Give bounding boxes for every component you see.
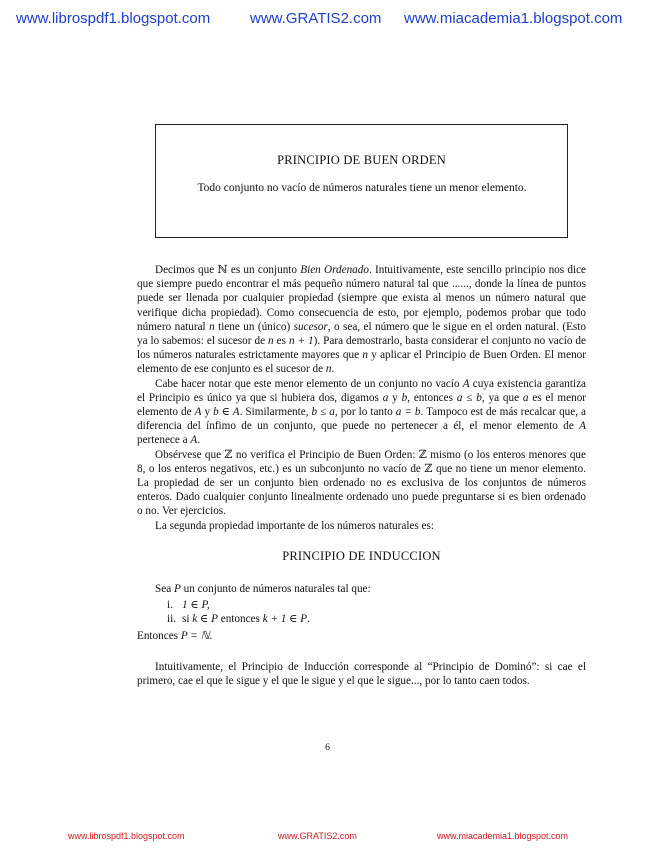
paragraph-segunda-propiedad: La segunda propiedad importante de los números naturales es: (155, 519, 434, 532)
page-number: 6 (325, 743, 330, 753)
theorem-title: PRINCIPIO DE BUEN ORDEN (277, 153, 446, 167)
bottom-link-miacademia[interactable]: www.miacademia1.blogspot.com (437, 831, 569, 841)
induction-conclusion: Entonces P = ℕ. (137, 629, 213, 642)
top-link-miacademia[interactable]: www.miacademia1.blogspot.com (404, 10, 623, 27)
induction-title: PRINCIPIO DE INDUCCION (282, 548, 441, 563)
bottom-link-gratis2[interactable]: www.GRATIS2.com (278, 831, 357, 841)
induction-conditions (137, 598, 586, 626)
top-banner (0, 10, 655, 32)
paragraph-domino: Intuitivamente, el Principio de Inducción corresponde al “Principio de Dominó”: si cae el primero, cae el que le sigue y el que le sigue y el que le sigue..., por lo tanto caen todos. (137, 660, 586, 688)
top-link-librospdf[interactable]: www.librospdf1.blogspot.com (16, 10, 211, 27)
theorem-statement: Todo conjunto no vacío de números naturales tiene un menor elemento. (197, 182, 527, 194)
condition-item: ii. si k ∈ P entonces k + 1 ∈ P. (167, 613, 310, 626)
bottom-link-librospdf[interactable]: www.librospdf1.blogspot.com (68, 831, 185, 841)
condition-item: i. 1 ∈ P, (167, 599, 210, 612)
paragraph-bien-ordenado: Decimos que ℕ es un conjunto Bien Ordenado. Intuitivamente, este sencillo principio nos dice que siempre puedo encontrar el más pequeño número natural tal que ......, donde la línea de puntos puede ser llenada por cualquier propiedad (siempre que exista al menos un número natural que verifique dicha propiedad). Como consecuencia de esto, por ejemplo, podemos probar que todo número natural n tiene un (único) sucesor, o sea, el número que le sigue en el orden natural. (Esto ya lo sabemos: el sucesor de n es n + 1). Para demostrarlo, basta considerar el conjunto no vacío de los números naturales estrictamente mayores que n y aplicar el Principio de Buen Orden. El menor elemento de ese conjunto es el sucesor de n. (137, 264, 587, 376)
main-content (137, 263, 586, 688)
induction-intro: Sea P un conjunto de números naturales tal que: (155, 583, 371, 596)
top-link-gratis2[interactable]: www.GRATIS2.com (250, 10, 382, 27)
theorem-box-buen-orden (155, 124, 568, 238)
paragraph-unicidad: Cabe hacer notar que este menor elemento de un conjunto no vacío A cuya existencia garantiza el Principio es único ya que si hubiera dos, digamos a y b, entonces a ≤ b, ya que a es el menor elemento de A y b ∈ A. Similarmente, b ≤ a, por lo tanto a = b. Tampoco est de más recalcar que, a diferencia del ínfimo de un conjunto, que puede no pertenecer a él, el menor elemento de A pertenece a A. (137, 377, 587, 447)
bottom-banner (0, 831, 655, 845)
paragraph-enteros: Obsérvese que ℤ no verifica el Principio de Buen Orden: ℤ mismo (o los enteros menores que 8, o los enteros negativos, etc.) es un subconjunto no vacío de ℤ que no tiene un menor elemento. La propiedad de ser un conjunto bien ordenado no es exclusiva de los conjuntos de números enteros. Dado cualquier conjunto linealmente ordenado uno puede preguntarse si es bien ordenado o no. Ver ejercicios. (137, 448, 586, 518)
